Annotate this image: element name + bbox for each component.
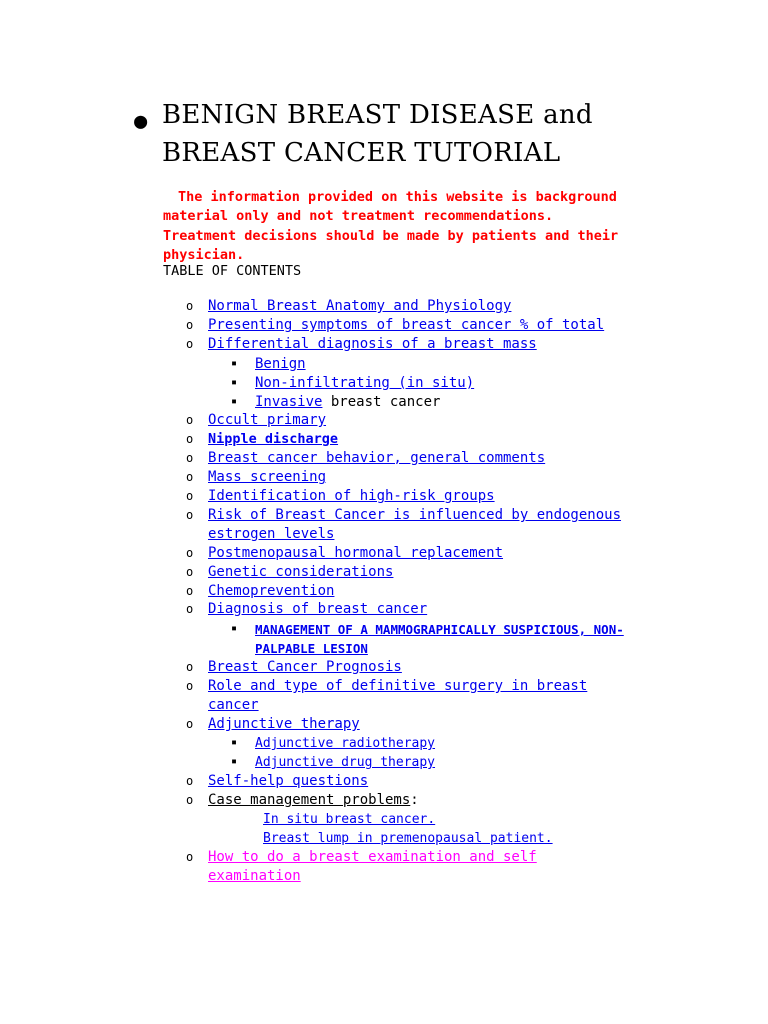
- disclaimer: The information provided on this website is background material only and not treatment recommendations. Treatment decisions should be made by patients and their physician.: [163, 189, 619, 263]
- toc-item: [186, 335, 537, 354]
- bullet-square-icon: ▪: [231, 623, 238, 634]
- bullet-circle-icon: o: [186, 413, 194, 427]
- toc-subitem: [231, 355, 306, 374]
- bullet-circle-icon: o: [186, 717, 194, 731]
- link-mammographic-lesion-cont[interactable]: PALPABLE LESION: [255, 641, 368, 656]
- link-hormonal-replacement[interactable]: Postmenopausal hormonal replacement: [208, 545, 504, 561]
- link-genetic[interactable]: Genetic considerations: [208, 564, 394, 580]
- link-case-management[interactable]: Case management problems: [208, 792, 411, 808]
- bullet-circle-icon: o: [186, 470, 194, 484]
- link-differential-diagnosis[interactable]: Differential diagnosis of a breast mass: [208, 336, 537, 352]
- link-prognosis[interactable]: Breast Cancer Prognosis: [208, 659, 402, 675]
- page-title-line-2: BREAST CANCER TUTORIAL: [162, 138, 561, 168]
- toc-item: [186, 563, 394, 582]
- toc-item: [186, 544, 504, 563]
- title-bullet: ●: [134, 109, 148, 134]
- link-surgery[interactable]: Role and type of definitive surgery in breast: [208, 678, 588, 694]
- bullet-circle-icon: o: [186, 508, 194, 522]
- case-item: [263, 829, 553, 848]
- invasive-suffix-text: breast cancer: [322, 394, 441, 410]
- toc-item: [186, 449, 546, 468]
- bullet-circle-icon: o: [186, 793, 194, 807]
- toc-item: [186, 297, 512, 316]
- toc-item: [186, 430, 339, 449]
- toc-item: [186, 677, 588, 696]
- toc-subitem: [231, 620, 624, 640]
- toc-item: [186, 772, 369, 791]
- link-mammographic-lesion[interactable]: MANAGEMENT OF A MAMMOGRAPHICALLY SUSPICIOUS, NON-: [255, 622, 624, 637]
- page-title: [162, 96, 593, 172]
- link-surgery-cont[interactable]: cancer: [208, 697, 259, 713]
- bullet-square-icon: ▪: [231, 756, 238, 767]
- link-non-infiltrating[interactable]: Non-infiltrating (in situ): [255, 375, 475, 391]
- link-self-help[interactable]: Self-help questions: [208, 773, 369, 789]
- toc-subitem: [231, 393, 441, 412]
- bullet-circle-icon: o: [186, 489, 194, 503]
- link-occult-primary[interactable]: Occult primary: [208, 412, 327, 428]
- bullet-square-icon: ▪: [231, 737, 238, 748]
- link-breast-examination-cont[interactable]: examination: [208, 868, 301, 884]
- bullet-circle-icon: o: [186, 602, 194, 616]
- toc-item: [186, 506, 622, 525]
- bullet-circle-icon: o: [186, 774, 194, 788]
- link-diagnosis[interactable]: Diagnosis of breast cancer: [208, 601, 428, 617]
- bullet-circle-icon: o: [186, 850, 194, 864]
- bullet-square-icon: ▪: [231, 358, 238, 369]
- toc-item: [186, 715, 360, 734]
- toc-subitem: [231, 734, 436, 753]
- toc-item: [186, 316, 605, 335]
- link-chemoprevention[interactable]: Chemoprevention: [208, 583, 335, 599]
- case-colon: :: [410, 792, 419, 808]
- toc-item: [186, 658, 402, 677]
- bullet-circle-icon: o: [186, 451, 194, 465]
- toc-heading: TABLE OF CONTENTS: [163, 263, 302, 279]
- link-estrogen-risk-cont[interactable]: estrogen levels: [208, 526, 335, 542]
- page-title-line-1: BENIGN BREAST DISEASE and: [162, 100, 593, 130]
- toc-item: [186, 791, 419, 810]
- link-symptoms[interactable]: Presenting symptoms of breast cancer % of total: [208, 317, 605, 333]
- bullet-circle-icon: o: [186, 546, 194, 560]
- bullet-circle-icon: o: [186, 318, 194, 332]
- link-cancer-behavior[interactable]: Breast cancer behavior, general comments: [208, 450, 546, 466]
- toc-subitem-continuation: [255, 639, 368, 659]
- bullet-circle-icon: o: [186, 660, 194, 674]
- link-benign[interactable]: Benign: [255, 356, 306, 372]
- toc-item: [186, 487, 495, 506]
- bullet-circle-icon: o: [186, 584, 194, 598]
- bullet-circle-icon: o: [186, 299, 194, 313]
- toc-item-continuation: [208, 525, 334, 544]
- toc-item: [186, 411, 327, 430]
- link-mass-screening[interactable]: Mass screening: [208, 469, 327, 485]
- toc-item: [186, 848, 537, 867]
- case-item: [263, 810, 435, 829]
- link-adjunctive-therapy[interactable]: Adjunctive therapy: [208, 716, 360, 732]
- bullet-circle-icon: o: [186, 565, 194, 579]
- toc-item-continuation: [208, 867, 301, 886]
- link-estrogen-risk[interactable]: Risk of Breast Cancer is influenced by endogenous: [208, 507, 622, 523]
- bullet-circle-icon: o: [186, 337, 194, 351]
- toc-subitem: [231, 753, 436, 772]
- toc-item-continuation: [208, 696, 259, 715]
- bullet-circle-icon: o: [186, 432, 194, 446]
- toc-subitem: [231, 374, 475, 393]
- toc-item: [186, 468, 327, 487]
- link-case-in-situ[interactable]: In situ breast cancer.: [263, 812, 436, 827]
- link-case-breast-lump[interactable]: Breast lump in premenopausal patient.: [263, 831, 553, 846]
- bullet-square-icon: ▪: [231, 396, 238, 407]
- link-anatomy[interactable]: Normal Breast Anatomy and Physiology: [208, 298, 512, 314]
- toc-item: [186, 582, 335, 601]
- toc-item: [186, 600, 428, 619]
- link-radiotherapy[interactable]: Adjunctive radiotherapy: [255, 736, 436, 751]
- link-invasive[interactable]: Invasive: [255, 394, 323, 410]
- link-drug-therapy[interactable]: Adjunctive drug therapy: [255, 755, 436, 770]
- link-high-risk-groups[interactable]: Identification of high-risk groups: [208, 488, 495, 504]
- bullet-square-icon: ▪: [231, 377, 238, 388]
- bullet-circle-icon: o: [186, 679, 194, 693]
- link-nipple-discharge[interactable]: Nipple discharge: [208, 431, 339, 447]
- link-breast-examination[interactable]: How to do a breast examination and self: [208, 849, 537, 865]
